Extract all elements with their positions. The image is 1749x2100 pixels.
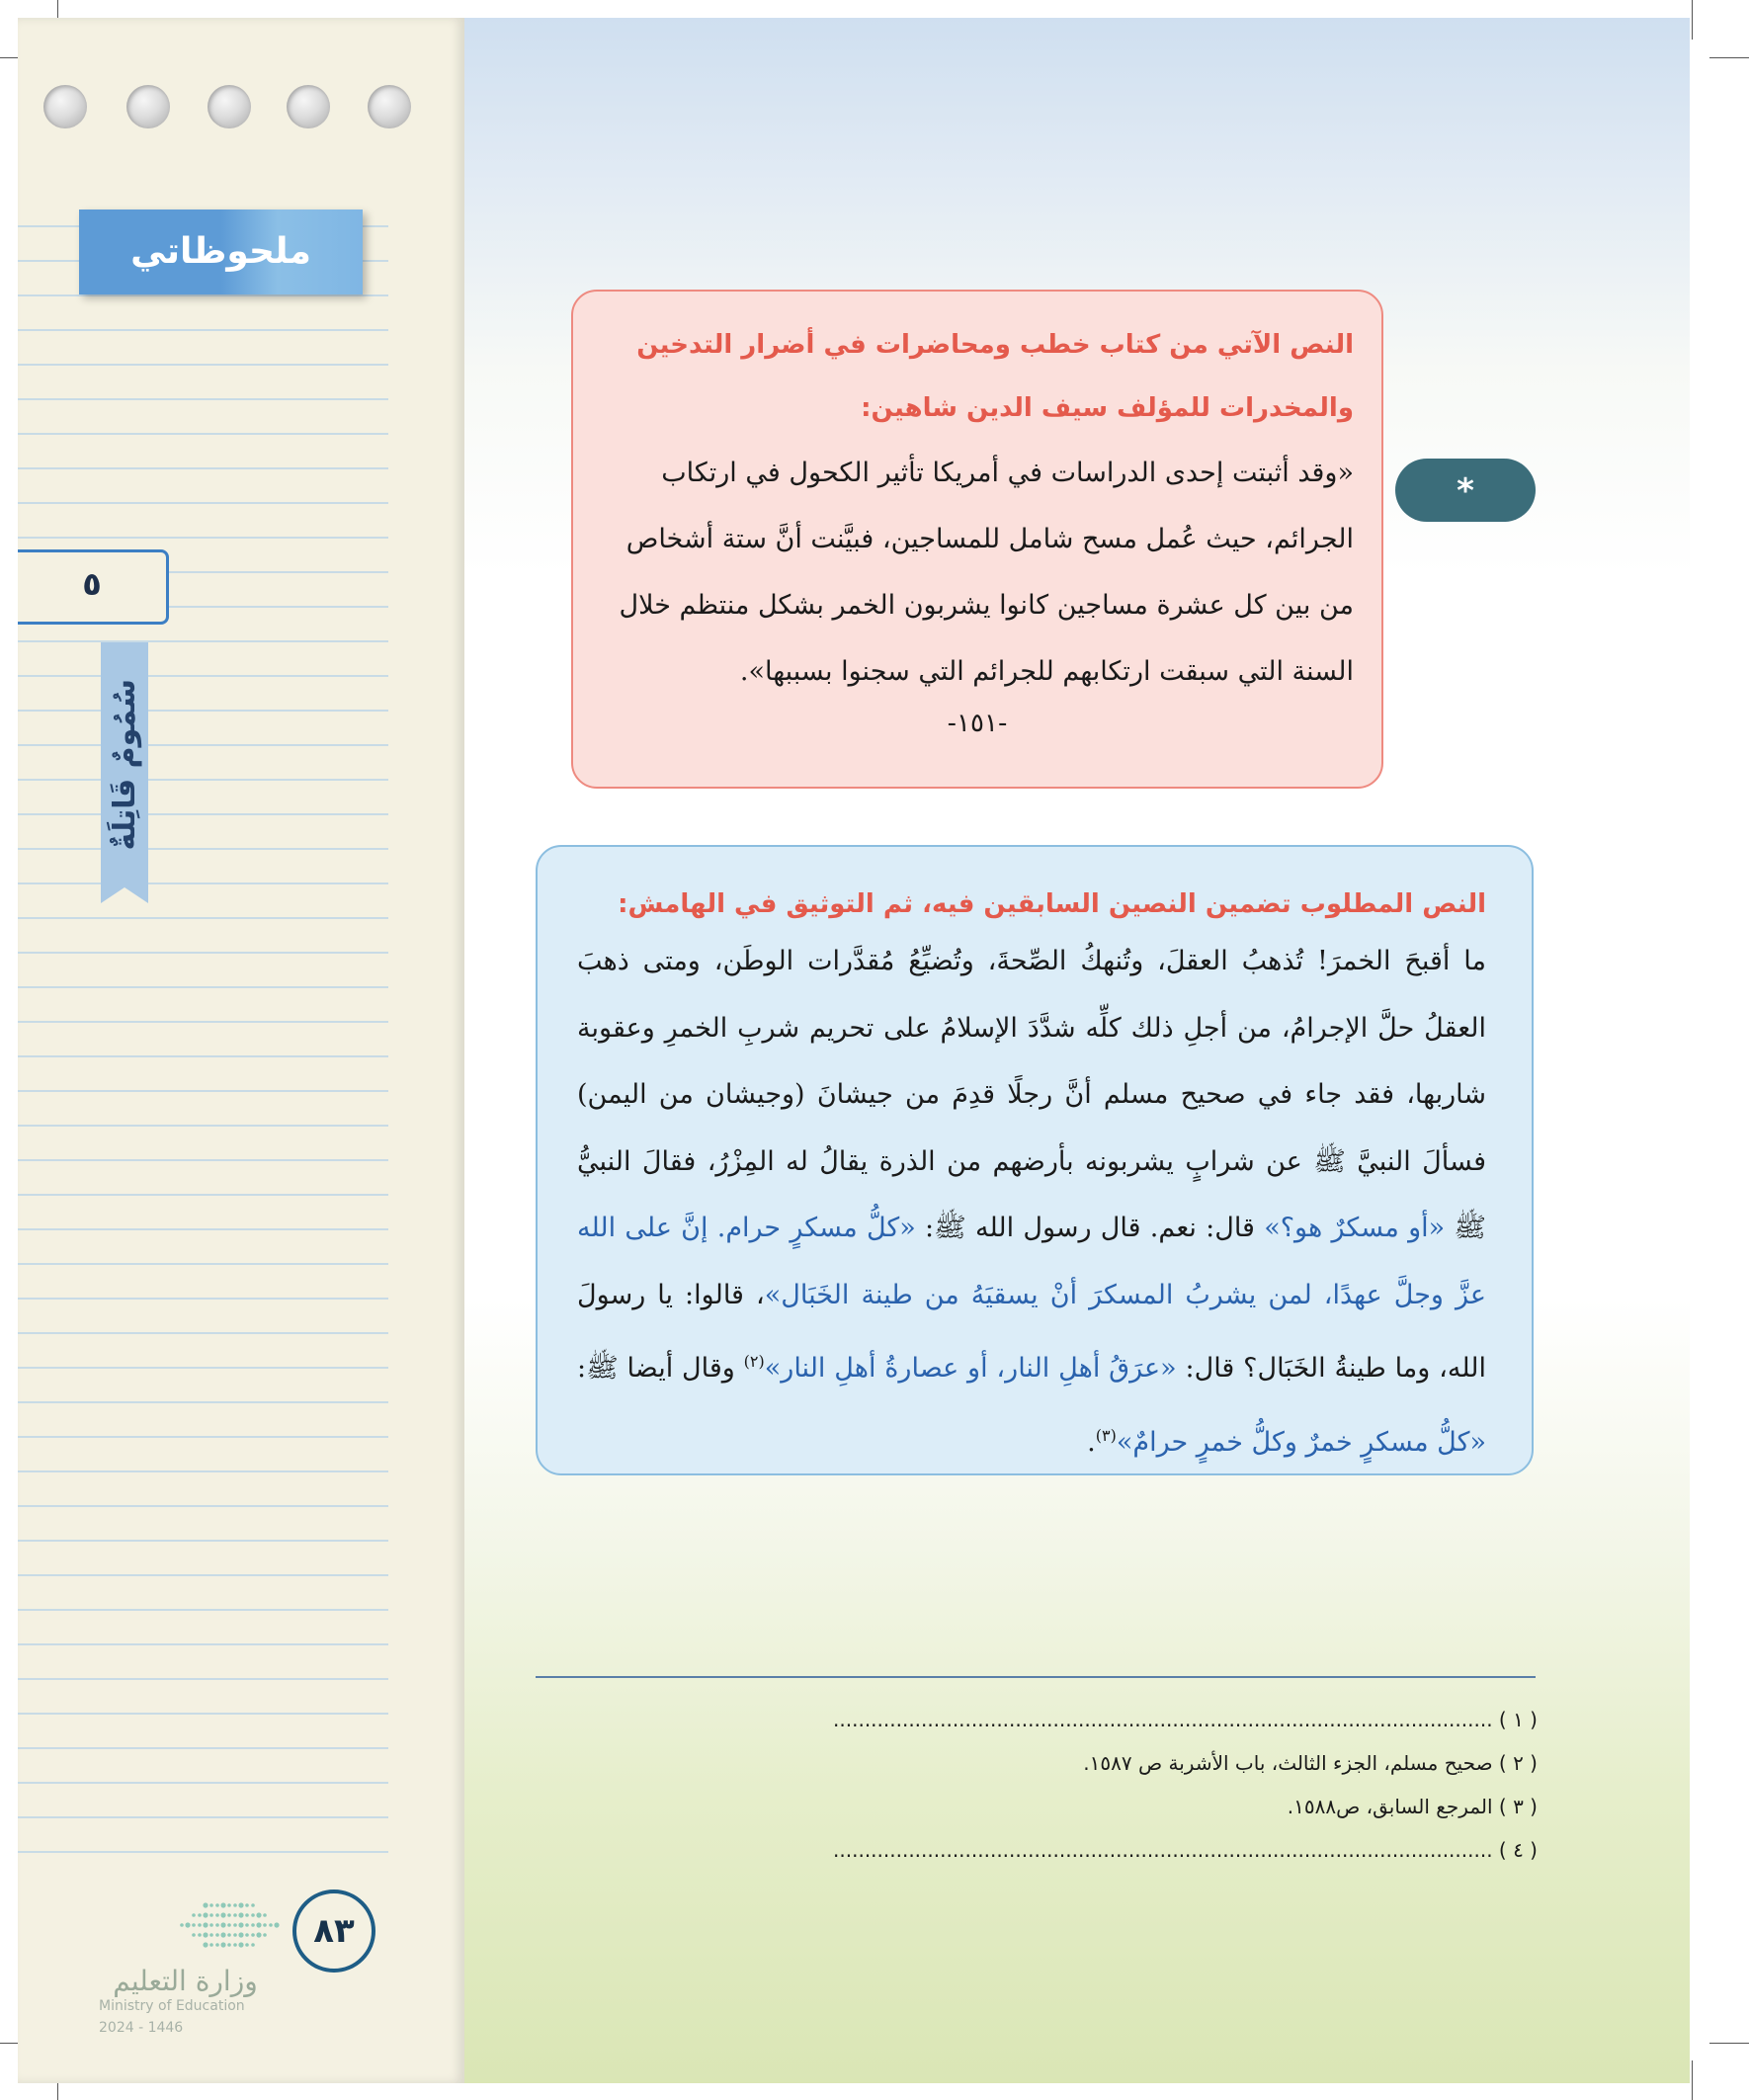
logo-dot bbox=[209, 1913, 213, 1917]
logo-dot bbox=[220, 1912, 225, 1917]
logo-dot bbox=[233, 1933, 237, 1937]
logo-dot bbox=[203, 1922, 208, 1927]
quote-box bbox=[571, 290, 1383, 789]
asterisk-marker: * bbox=[1395, 459, 1536, 522]
logo-dot bbox=[227, 1913, 231, 1917]
logo-dot bbox=[227, 1943, 231, 1947]
hadith-quote-4: «كلُّ مسكرٍ خمرٌ وكلُّ خمرٍ حرامٌ» bbox=[1116, 1426, 1486, 1458]
logo-dot bbox=[245, 1903, 249, 1907]
logo-dot bbox=[238, 1912, 243, 1917]
notes-rule-line bbox=[18, 952, 388, 954]
logo-dot bbox=[256, 1922, 261, 1927]
notes-rule-line bbox=[18, 1021, 388, 1023]
ministry-name-english: Ministry of Education bbox=[99, 1998, 245, 2014]
logo-dot bbox=[233, 1903, 237, 1907]
notes-rule-line bbox=[18, 986, 388, 988]
notes-rule-line bbox=[18, 1436, 388, 1438]
binder-hole bbox=[208, 85, 251, 128]
logo-dot bbox=[238, 1922, 243, 1927]
notes-rule-line bbox=[18, 467, 388, 469]
notes-rule-line bbox=[18, 675, 388, 677]
logo-dot bbox=[263, 1923, 267, 1927]
notes-rule-line bbox=[18, 1194, 388, 1196]
binder-hole bbox=[126, 85, 170, 128]
logo-dot bbox=[198, 1913, 202, 1917]
logo-dot bbox=[203, 1942, 208, 1947]
crop-mark bbox=[1692, 2060, 1693, 2100]
notes-rule-line bbox=[18, 1228, 388, 1230]
notes-rule-line bbox=[18, 1678, 388, 1680]
logo-dot bbox=[220, 1902, 225, 1907]
logo-dot bbox=[274, 1922, 279, 1927]
logo-dot bbox=[203, 1902, 208, 1907]
logo-dot bbox=[185, 1922, 190, 1927]
logo-dot bbox=[233, 1923, 237, 1927]
notes-rule-line bbox=[18, 1298, 388, 1300]
logo-dot bbox=[238, 1932, 243, 1937]
logo-dot bbox=[209, 1933, 213, 1937]
notes-rule-line bbox=[18, 882, 388, 884]
notes-rule-line bbox=[18, 1609, 388, 1611]
logo-dot bbox=[215, 1923, 219, 1927]
notes-rule-line bbox=[18, 1574, 388, 1576]
logo-dot bbox=[220, 1932, 225, 1937]
unit-title: سُمُومٌ قَاتِلَةٌ bbox=[107, 679, 142, 851]
logo-dot bbox=[227, 1903, 231, 1907]
logo-dot bbox=[180, 1923, 184, 1927]
notes-rule-line bbox=[18, 502, 388, 504]
logo-dot bbox=[220, 1922, 225, 1927]
quote-heading-line2: والمخدرات للمؤلف سيف الدين شاهين: bbox=[861, 393, 1354, 423]
binder-hole bbox=[368, 85, 411, 128]
notes-rule-line bbox=[18, 537, 388, 539]
logo-dot bbox=[220, 1942, 225, 1947]
notes-rule-line bbox=[18, 1332, 388, 1334]
logo-dot bbox=[256, 1932, 261, 1937]
footnote-ref-3: (٣) bbox=[1095, 1425, 1117, 1445]
notes-rule-line bbox=[18, 744, 388, 746]
logo-dot bbox=[203, 1932, 208, 1937]
unit-number: ٥ bbox=[82, 565, 102, 603]
footnote-1: ( ١ ) ......................................................................................................... bbox=[833, 1708, 1538, 1731]
logo-dot bbox=[251, 1943, 255, 1947]
quote-page-ref: -١٥١- bbox=[947, 709, 1008, 738]
task-text-5: . bbox=[1087, 1426, 1096, 1458]
notes-rule-line bbox=[18, 1125, 388, 1127]
ministry-name-arabic: وزارة التعليم bbox=[113, 1965, 258, 1997]
logo-dot bbox=[192, 1913, 196, 1917]
footnote-3: ( ٣ ) المرجع السابق، ص١٥٨٨. bbox=[1287, 1795, 1538, 1818]
logo-dot bbox=[233, 1913, 237, 1917]
notes-rule-line bbox=[18, 329, 388, 331]
logo-dot bbox=[245, 1943, 249, 1947]
logo-dot bbox=[263, 1933, 267, 1937]
logo-dot bbox=[238, 1902, 243, 1907]
crop-mark bbox=[1709, 57, 1749, 58]
logo-dot bbox=[198, 1933, 202, 1937]
notes-rule-line bbox=[18, 1540, 388, 1542]
notes-label: ملحوظاتي bbox=[79, 210, 363, 294]
logo-dot bbox=[256, 1912, 261, 1917]
logo-dot bbox=[209, 1923, 213, 1927]
notes-rule-line bbox=[18, 1159, 388, 1161]
edition-year: 2024 - 1446 bbox=[99, 2020, 184, 2036]
notes-rule-line bbox=[18, 1747, 388, 1749]
logo-dot bbox=[215, 1933, 219, 1937]
task-text-1: ما أقبحَ الخمرَ! تُذهبُ العقلَ، وتُنهكُ الصِّحةَ، وتُضيِّعُ مُقدَّرات الوطَن، ومتى ذهبَ العقلُ حلَّ الإجرامُ، من أجلِ ذلك كلِّه شدَّدَ الإسلامُ على تحريم شربِ الخمرِ وعقوبة شاربها، فقد جاء في صحيح مسلم أنَّ رجلًا قدِمَ من جيشانَ (وجيشان من اليمن) فسألَ النبيَّ ﷺ عن شرابٍ يشربونه بأرضهم من الذرة يقالُ له المِزْرُ، فقالَ النبيُّ ﷺ bbox=[577, 946, 1486, 1243]
logo-dot bbox=[215, 1943, 219, 1947]
logo-dot bbox=[227, 1933, 231, 1937]
notes-rule-line bbox=[18, 1713, 388, 1715]
logo-dot bbox=[251, 1923, 255, 1927]
notes-rule-line bbox=[18, 779, 388, 781]
hadith-quote-2: «كلُّ مسكرٍ حرام. إنَّ على الله عزَّ وجلَّ عهدًا، لمن يشربُ المسكرَ أنْ يسقيَهُ من طينة الخَبَال» bbox=[577, 1213, 1486, 1310]
logo-dot bbox=[245, 1913, 249, 1917]
notes-rule-line bbox=[18, 917, 388, 919]
notes-rule-line bbox=[18, 1851, 388, 1853]
logo-dot bbox=[263, 1913, 267, 1917]
logo-dot bbox=[209, 1943, 213, 1947]
notes-rule-line bbox=[18, 710, 388, 712]
logo-dot bbox=[251, 1913, 255, 1917]
logo-dot bbox=[192, 1933, 196, 1937]
notes-rule-line bbox=[18, 848, 388, 850]
task-text-4: وقال أيضا ﷺ: bbox=[577, 1353, 744, 1384]
notes-rule-line bbox=[18, 1470, 388, 1472]
unit-title-ribbon bbox=[101, 642, 148, 887]
footnote-4: ( ٤ ) ......................................................................................................... bbox=[833, 1838, 1538, 1862]
logo-dot bbox=[215, 1903, 219, 1907]
binder-hole bbox=[43, 85, 87, 128]
hadith-quote-3: «عرَقُ أهلِ النار، أو عصارةُ أهلِ النار» bbox=[764, 1353, 1177, 1384]
notes-rule-line bbox=[18, 433, 388, 435]
notes-rule-line bbox=[18, 640, 388, 642]
footnote-divider bbox=[536, 1676, 1536, 1678]
notes-rule-line bbox=[18, 1090, 388, 1092]
notes-column bbox=[18, 18, 464, 2083]
crop-mark bbox=[1709, 2043, 1749, 2044]
task-heading: النص المطلوب تضمين النصين السابقين فيه، ثم التوثيق في الهامش: bbox=[618, 889, 1486, 919]
footnotes bbox=[751, 1698, 1538, 1872]
logo-dot bbox=[227, 1923, 231, 1927]
quote-heading-line1: النص الآتي من كتاب خطب ومحاضرات في أضرار التدخين bbox=[636, 330, 1354, 360]
notes-rule-line bbox=[18, 1367, 388, 1369]
logo-dot bbox=[203, 1912, 208, 1917]
footnote-ref-2: (٢) bbox=[743, 1352, 765, 1371]
logo-dot bbox=[251, 1933, 255, 1937]
notes-rule-line bbox=[18, 1816, 388, 1818]
logo-dot bbox=[209, 1903, 213, 1907]
ministry-logo-icon bbox=[170, 1897, 289, 1953]
crop-mark bbox=[1692, 0, 1693, 40]
logo-dot bbox=[198, 1923, 202, 1927]
notes-rule-line bbox=[18, 1505, 388, 1507]
logo-dot bbox=[251, 1903, 255, 1907]
notes-rule-line bbox=[18, 364, 388, 366]
notes-rule-line bbox=[18, 1263, 388, 1265]
task-text-3: ، قالوا: يا رسولَ الله، وما طينةُ الخَبَال؟ قال: bbox=[577, 1279, 1486, 1384]
task-box bbox=[536, 845, 1534, 1475]
notes-rule-line bbox=[18, 1782, 388, 1784]
task-paragraph bbox=[577, 928, 1486, 1475]
notes-rule-line bbox=[18, 1643, 388, 1645]
notes-rule-line bbox=[18, 398, 388, 400]
unit-number-box bbox=[18, 549, 169, 625]
task-text-2: قال: نعم. قال رسول الله ﷺ: bbox=[915, 1213, 1265, 1243]
logo-dot bbox=[215, 1913, 219, 1917]
notes-rule-line bbox=[18, 813, 388, 815]
quote-body: «وقد أثبتت إحدى الدراسات في أمريكا تأثير الكحول في ارتكاب الجرائم، حيث عُمل مسح شامل للمساجين، فبيَّنت أنَّ ستة أشخاص من بين كل عشرة مساجين كانوا يشربون الخمر بشكل منتظم خلال السنة التي سبقت ارتكابهم للجرائم التي سجنوا بسببها». bbox=[619, 458, 1354, 687]
logo-dot bbox=[192, 1923, 196, 1927]
binder-hole bbox=[287, 85, 330, 128]
logo-dot bbox=[233, 1943, 237, 1947]
page-number: ٨٣ bbox=[292, 1890, 375, 1973]
logo-dot bbox=[269, 1923, 273, 1927]
logo-dot bbox=[245, 1923, 249, 1927]
notes-rule-line bbox=[18, 1401, 388, 1403]
logo-dot bbox=[245, 1933, 249, 1937]
notes-rule-line bbox=[18, 294, 388, 296]
notes-rule-line bbox=[18, 1055, 388, 1057]
logo-dot bbox=[238, 1942, 243, 1947]
footnote-2: ( ٢ ) صحيح مسلم، الجزء الثالث، باب الأشربة ص ١٥٨٧. bbox=[1083, 1751, 1538, 1775]
hadith-quote-1: «أو مسكرٌ هو؟» bbox=[1264, 1213, 1446, 1243]
